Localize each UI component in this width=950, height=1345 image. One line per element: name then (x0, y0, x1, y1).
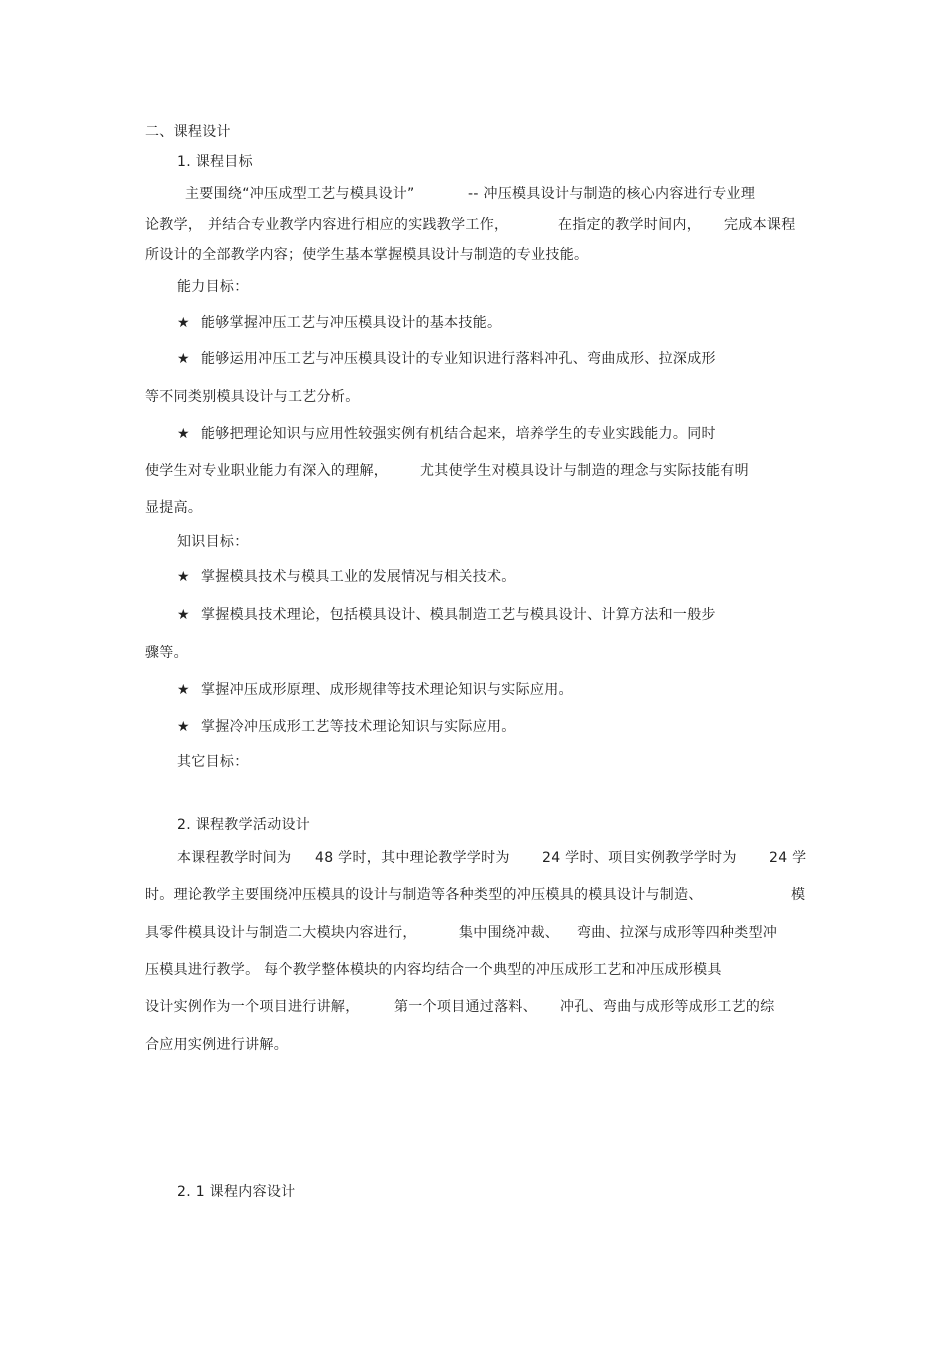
paragraph-text: 等不同类别模具设计与工艺分析。 (145, 389, 360, 405)
paragraph-text: 主要围绕“冲压成型工艺与模具设计” (185, 186, 415, 202)
other-goals-title: 其它目标： (177, 754, 249, 770)
paragraph-text: 弯曲、拉深与成形等四种类型冲 (577, 925, 778, 941)
paragraph-text: 显提高。 (145, 500, 203, 516)
paragraph-text: 骤等。 (145, 645, 188, 661)
paragraph-text: 使学生对专业职业能力有深入的理解， (145, 463, 389, 479)
star-icon: ★ (177, 569, 190, 585)
subsection-title: 2. 1 课程内容设计 (177, 1184, 296, 1200)
list-item: ★ 能够运用冲压工艺与冲压模具设计的专业知识进行落料冲孔、弯曲成形、拉深成形 (177, 351, 716, 367)
paragraph-text: 在指定的教学时间内， (558, 217, 701, 233)
star-icon: ★ (177, 426, 190, 442)
paragraph-text: 冲孔、弯曲与成形等成形工艺的综 (560, 999, 775, 1015)
paragraph-text: 24 学 (769, 850, 807, 866)
paragraph-text: 模 (791, 887, 806, 903)
list-item: ★ 能够把理论知识与应用性较强实例有机结合起来，培养学生的专业实践能力。同时 (177, 426, 716, 442)
paragraph-text: 集中围绕冲裁、 (459, 925, 560, 941)
paragraph-text: 具零件模具设计与制造二大模块内容进行， (145, 925, 417, 941)
paragraph-text: 并结合专业教学内容进行相应的实践教学工作， (208, 217, 509, 233)
paragraph-text: -- 冲压模具设计与制造的核心内容进行专业理 (468, 186, 756, 202)
subsection-title: 2. 课程教学活动设计 (177, 817, 311, 833)
paragraph-text: 设计实例作为一个项目进行讲解， (145, 999, 360, 1015)
ability-goals-title: 能力目标： (177, 279, 249, 295)
paragraph-text: 第一个项目通过落料、 (394, 999, 537, 1015)
paragraph-text: 压模具进行教学。 每个教学整体模块的内容均结合一个典型的冲压成形工艺和冲压成形模具 (145, 962, 722, 978)
paragraph-text: 24 学时、项目实例教学学时为 (542, 850, 737, 866)
subsection-title: 1. 课程目标 (177, 154, 253, 170)
paragraph-text: 尤其使学生对模具设计与制造的理念与实际技能有明 (420, 463, 749, 479)
paragraph-text: 论教学， (145, 217, 203, 233)
star-icon: ★ (177, 607, 190, 623)
paragraph-text: 所设计的全部教学内容；使学生基本掌握模具设计与制造的专业技能。 (145, 247, 589, 263)
paragraph-text: 48 学时，其中理论教学学时为 (315, 850, 510, 866)
paragraph-text: 时。理论教学主要围绕冲压模具的设计与制造等各种类型的冲压模具的模具设计与制造、 (145, 887, 703, 903)
paragraph-text: 本课程教学时间为 (177, 850, 292, 866)
knowledge-goals-title: 知识目标： (177, 534, 249, 550)
star-icon: ★ (177, 315, 190, 331)
paragraph-text: 合应用实例进行讲解。 (145, 1037, 288, 1053)
star-icon: ★ (177, 351, 190, 367)
star-icon: ★ (177, 682, 190, 698)
list-item: ★ 能够掌握冲压工艺与冲压模具设计的基本技能。 (177, 315, 502, 331)
paragraph-text: 完成本课程 (724, 217, 796, 233)
star-icon: ★ (177, 719, 190, 735)
list-item: ★ 掌握模具技术理论，包括模具设计、模具制造工艺与模具设计、计算方法和一般步 (177, 607, 716, 623)
list-item: ★ 掌握冲压成形原理、成形规律等技术理论知识与实际应用。 (177, 682, 573, 698)
list-item: ★ 掌握模具技术与模具工业的发展情况与相关技术。 (177, 569, 516, 585)
section-heading: 二、课程设计 (145, 124, 231, 140)
list-item: ★ 掌握冷冲压成形工艺等技术理论知识与实际应用。 (177, 719, 516, 735)
